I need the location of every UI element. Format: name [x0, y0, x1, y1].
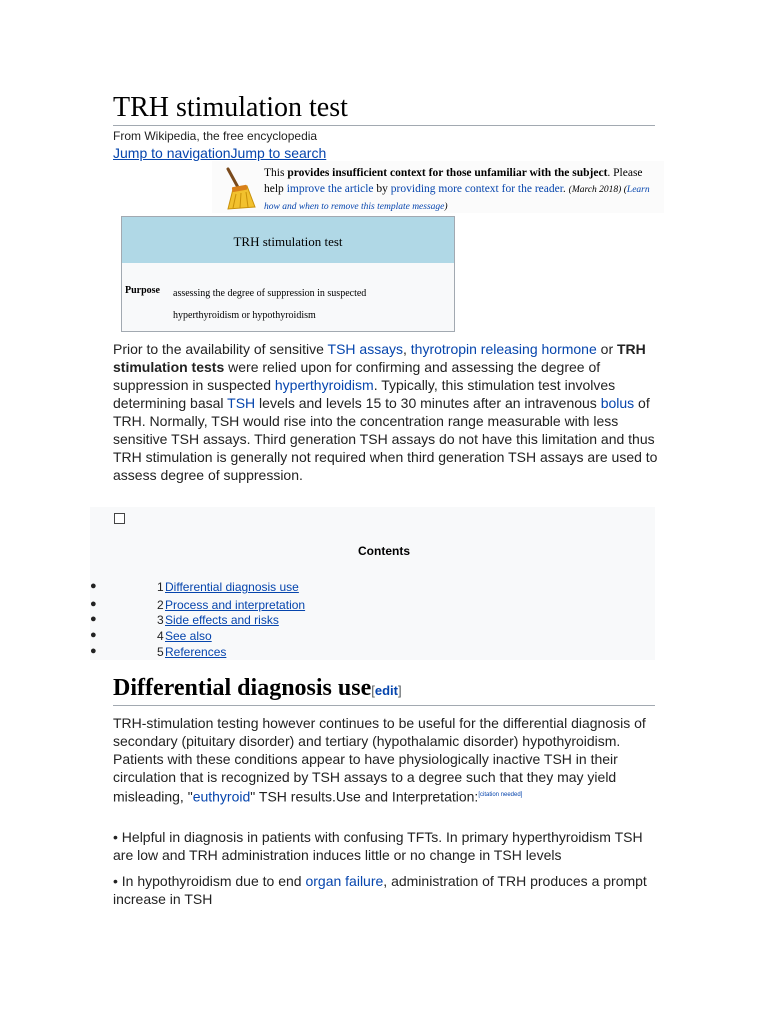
- toc-link-see-also[interactable]: See also: [165, 629, 212, 643]
- hyperthyroidism-link[interactable]: hyperthyroidism: [274, 377, 374, 393]
- maintenance-notice-text: This provides insufficient context for those unfamiliar with the subject. Please help improve the article by providing more context for the reader. (March 2018) (Learn how and when to remove this template message): [264, 167, 650, 212]
- bullet-icon: ●: [90, 645, 97, 657]
- toc-toggle-checkbox[interactable]: [114, 513, 125, 524]
- toc-link-process[interactable]: Process and interpretation: [165, 598, 306, 612]
- toc-link-references[interactable]: References: [165, 645, 227, 659]
- section-divider: [113, 705, 655, 706]
- bolus-link[interactable]: bolus: [600, 395, 635, 411]
- toc-link-side-effects[interactable]: Side effects and risks: [165, 613, 279, 627]
- organ-failure-link[interactable]: organ failure: [305, 873, 384, 889]
- title-divider: [113, 125, 655, 126]
- tsh-assays-link[interactable]: TSH assays: [327, 341, 403, 357]
- section-bullet-paragraph: • Helpful in diagnosis in patients with confusing TFTs. In primary hyperthyroidism TSH are low and TRH administration induces little or no change in TSH levels: [113, 829, 643, 863]
- trh-link[interactable]: thyrotropin releasing hormone: [410, 341, 597, 357]
- bullet-icon: ●: [90, 629, 97, 641]
- remove-template-link[interactable]: Learn how and when to remove this template message: [264, 185, 650, 212]
- infobox-title: TRH stimulation test: [122, 217, 454, 263]
- improve-article-link[interactable]: improve the article: [286, 183, 374, 195]
- section-bullet-paragraph: • In hypothyroidism due to end organ failure, administration of TRH produces a prompt increase in TSH: [113, 873, 647, 907]
- edit-section-link[interactable]: edit: [374, 683, 398, 698]
- bullet-icon: ●: [90, 613, 97, 625]
- infobox: [121, 216, 455, 332]
- site-tagline: From Wikipedia, the free encyclopedia: [113, 129, 318, 143]
- bullet-icon: ●: [90, 580, 97, 592]
- provide-context-link[interactable]: providing more context for the reader: [390, 183, 563, 195]
- toc-link-differential-diagnosis[interactable]: Differential diagnosis use: [165, 580, 299, 594]
- citation-needed-link[interactable]: [citation needed]: [478, 792, 523, 798]
- jump-to-search-link[interactable]: Jump to search: [230, 145, 327, 161]
- edit-section: [edit]: [371, 683, 402, 698]
- tsh-link[interactable]: TSH: [227, 395, 256, 411]
- jump-links: [113, 145, 326, 161]
- section-heading: Differential diagnosis use[edit]: [113, 675, 402, 701]
- toc-title: Contents: [358, 544, 410, 558]
- bullet-icon: ●: [90, 598, 97, 610]
- notice-date: (March 2018): [568, 185, 622, 195]
- broom-icon: [220, 167, 258, 211]
- infobox-purpose-label: Purpose: [125, 285, 160, 296]
- page-title: TRH stimulation test: [113, 92, 348, 123]
- section-paragraph: TRH-stimulation testing however continues to be useful for the differential diagnosis of secondary (pituitary disorder) and tertiary (hypothalamic disorder) hypothyroidism. Patients with these conditions appear to have physiologically inactive TSH in their circulation that is recognized by TSH assays to a degree such that they may yield misleading, "euthyroid" TSH results.Use and Interpretation:[citation needed]: [113, 715, 646, 805]
- infobox-purpose-value: assessing the degree of suppression in suspected hyperthyroidism or hypothyroidism: [173, 288, 367, 321]
- maintenance-notice: [212, 161, 664, 213]
- jump-to-navigation-link[interactable]: Jump to navigation: [113, 145, 231, 161]
- euthyroid-link[interactable]: euthyroid: [192, 788, 251, 805]
- intro-paragraph: Prior to the availability of sensitive TSH assays, thyrotropin releasing hormone or TRH stimulation tests were relied upon for confirming and assessing the degree of suppression in suspected hyperthyroidism. Typically, this stimulation test involves determining basal TSH levels and levels 15 to 30 minutes after an intravenous bolus of TRH. Normally, TSH would rise into the concentration range measurable with less sensitive TSH assays. Third generation TSH assays do not have this limitation and thus TRH stimulation is generally not required when third generation TSH assays are used to assess degree of suppression.: [113, 341, 658, 483]
